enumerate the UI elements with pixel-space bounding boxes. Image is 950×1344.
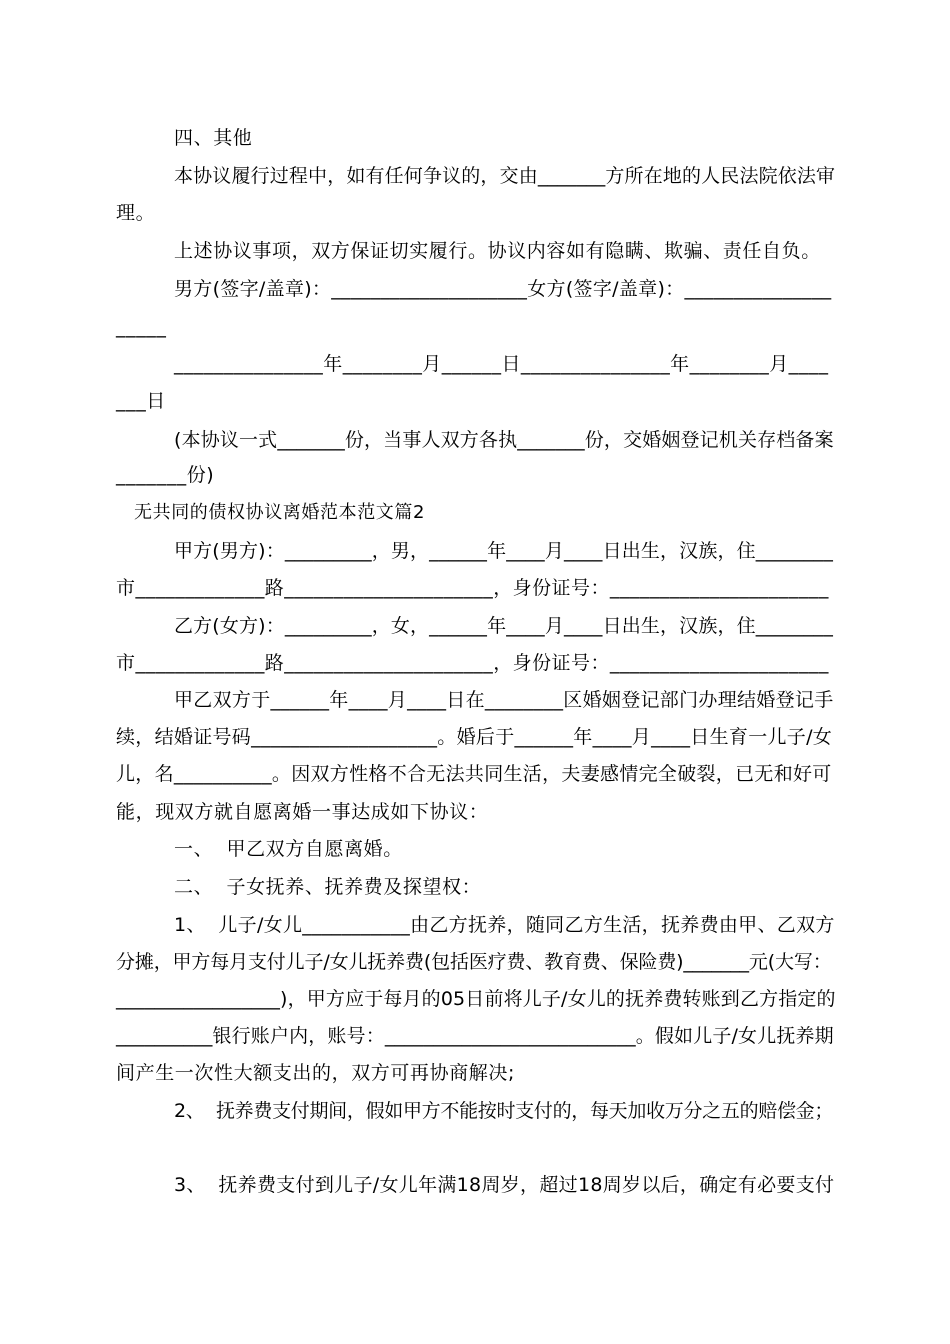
clause-line: 2、 抚养费支付期间，假如甲方不能按时支付的，每天加收万分之五的赔偿金；: [174, 1100, 834, 1122]
date-line: _______________年________月______日_______________年________月____: [174, 353, 829, 375]
paragraph-line: 能，现双方就自愿离婚一事达成如下协议：: [116, 801, 489, 823]
party-line: 甲方(男方)：_________，男，______年____月____日出生，汉族，住________: [174, 540, 833, 562]
document-title: 无共同的债权协议离婚范本范文篇2: [134, 502, 426, 523]
paragraph-line: __________银行账户内，账号：__________________________。假如儿子/女儿抚养期: [116, 1025, 834, 1047]
paragraph-line: _______份): [116, 464, 215, 486]
paragraph-line: 上述协议事项，双方保证切实履行。协议内容如有隐瞒、欺骗、责任自负。: [174, 240, 821, 262]
paragraph-line: 分摊，甲方每月支付儿子/女儿抚养费(包括医疗费、教育费、保险费)_______元(大写：: [116, 951, 832, 973]
clause-line: 二、 子女抚养、抚养费及探望权：: [174, 876, 482, 898]
signature-line: _____: [116, 316, 167, 338]
paragraph-line: _________________)，甲方应于每月的05日前将儿子/女儿的抚养费转账到乙方指定的: [116, 988, 836, 1010]
section-heading: 四、其他: [174, 127, 253, 149]
clause-line: 1、 儿子/女儿___________由乙方抚养，随同乙方生活，抚养费由甲、乙双方: [174, 914, 835, 936]
party-line: 市_____________路_____________________，身份证号：______________________: [116, 577, 829, 599]
clause-line: 3、 抚养费支付到儿子/女儿年满18周岁，超过18周岁以后，确定有必要支付: [174, 1174, 835, 1196]
paragraph-line: 儿，名__________。因双方性格不合无法共同生活，夫妻感情完全破裂，已无和好可: [116, 763, 832, 785]
clause-line: 一、 甲乙双方自愿离婚。: [174, 838, 403, 860]
signature-line: 男方(签字/盖章)：____________________女方(签字/盖章)：_______________: [174, 278, 832, 300]
paragraph-line: (本协议一式_______份，当事人双方各执_______份，交婚姻登记机关存档备案: [174, 429, 834, 451]
paragraph-line: 理。: [116, 202, 156, 224]
paragraph-line: 间产生一次性大额支出的，双方可再协商解决;: [116, 1062, 516, 1084]
party-line: 乙方(女方)：_________，女，______年____月____日出生，汉族，住________: [174, 615, 833, 637]
paragraph-line: 甲乙双方于______年____月____日在________区婚姻登记部门办理结婚登记手: [174, 689, 834, 711]
party-line: 市_____________路_____________________，身份证号：______________________: [116, 652, 829, 674]
paragraph-line: 续，结婚证号码___________________。婚后于______年____月____日生育一儿子/女: [116, 726, 833, 748]
paragraph-line: 本协议履行过程中，如有任何争议的，交由_______方所在地的人民法院依法审: [174, 165, 836, 187]
date-line: ___日: [116, 390, 166, 412]
